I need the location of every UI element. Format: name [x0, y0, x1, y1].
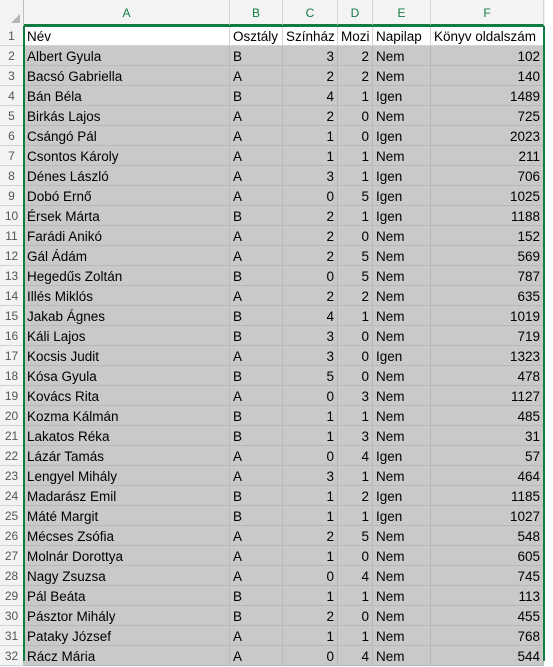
cell-szinhaz[interactable]: 0 — [283, 266, 338, 286]
row-header[interactable]: 23 — [0, 466, 24, 486]
row-header[interactable]: 3 — [0, 66, 24, 86]
select-all-icon — [11, 14, 20, 23]
cell-nev[interactable]: Kovács Rita — [24, 386, 230, 406]
row-header[interactable]: 7 — [0, 146, 24, 166]
cell-osztaly[interactable]: A — [230, 186, 283, 206]
cell-szinhaz[interactable]: 0 — [283, 446, 338, 466]
cell-nev[interactable]: Nagy Zsuzsa — [24, 566, 230, 586]
cell-konyv[interactable]: 464 — [431, 466, 544, 486]
table-row — [0, 406, 553, 426]
cell-szinhaz[interactable]: 2 — [283, 66, 338, 86]
cell-szinhaz[interactable]: 5 — [283, 366, 338, 386]
sheet-grid — [0, 26, 553, 666]
row-header[interactable]: 27 — [0, 546, 24, 566]
cell-konyv[interactable]: 140 — [431, 66, 544, 86]
cell-szinhaz[interactable]: 1 — [283, 506, 338, 526]
cell-nev[interactable]: Pásztor Mihály — [24, 606, 230, 626]
table-row — [0, 46, 553, 66]
cell-osztaly[interactable]: B — [230, 606, 283, 626]
cell-szinhaz[interactable]: 0 — [283, 646, 338, 666]
cell-mozi[interactable]: 1 — [338, 86, 373, 106]
cell-mozi[interactable]: 2 — [338, 66, 373, 86]
cell-nev[interactable]: Albert Gyula — [24, 46, 230, 66]
table-row — [0, 326, 553, 346]
column-header-b[interactable]: B — [230, 0, 283, 26]
sheet-edge — [545, 0, 553, 661]
cell-szinhaz[interactable]: 1 — [283, 146, 338, 166]
row-header[interactable]: 19 — [0, 386, 24, 406]
cell-napilap[interactable]: Igen — [373, 346, 431, 366]
cell-konyv[interactable]: 569 — [431, 246, 544, 266]
cell-napilap[interactable]: Igen — [373, 86, 431, 106]
cell-mozi[interactable]: 1 — [338, 306, 373, 326]
cell-nev[interactable]: Kocsis Judit — [24, 346, 230, 366]
cell-konyv[interactable]: 787 — [431, 266, 544, 286]
cell-mozi[interactable]: 2 — [338, 486, 373, 506]
column-header-a[interactable]: A — [24, 0, 230, 26]
cell-osztaly[interactable]: A — [230, 226, 283, 246]
header-cell-szinhaz[interactable]: Színház — [283, 26, 338, 46]
table-row — [0, 506, 553, 526]
cell-osztaly[interactable]: A — [230, 246, 283, 266]
table-row — [0, 446, 553, 466]
row-header[interactable]: 30 — [0, 606, 24, 626]
header-cell-osztaly[interactable]: Osztály — [230, 26, 283, 46]
table-row — [0, 606, 553, 626]
cell-osztaly[interactable]: B — [230, 366, 283, 386]
row-header[interactable]: 13 — [0, 266, 24, 286]
table-row — [0, 266, 553, 286]
cell-napilap[interactable]: Nem — [373, 326, 431, 346]
table-row — [0, 626, 553, 646]
cell-mozi[interactable]: 0 — [338, 346, 373, 366]
cell-konyv[interactable]: 1127 — [431, 386, 544, 406]
cell-mozi[interactable]: 1 — [338, 586, 373, 606]
cell-konyv[interactable]: 1019 — [431, 306, 544, 326]
cell-napilap[interactable]: Nem — [373, 306, 431, 326]
cell-mozi[interactable]: 5 — [338, 526, 373, 546]
cell-napilap[interactable]: Igen — [373, 506, 431, 526]
table-row — [0, 166, 553, 186]
cell-osztaly[interactable]: B — [230, 586, 283, 606]
cell-nev[interactable]: Madarász Emil — [24, 486, 230, 506]
cell-mozi[interactable]: 0 — [338, 106, 373, 126]
header-cell-mozi[interactable]: Mozi — [338, 26, 373, 46]
cell-konyv[interactable]: 2023 — [431, 126, 544, 146]
cell-konyv[interactable]: 544 — [431, 646, 544, 666]
row-header[interactable]: 10 — [0, 206, 24, 226]
cell-napilap[interactable]: Nem — [373, 246, 431, 266]
cell-nev[interactable]: Káli Lajos — [24, 326, 230, 346]
table-row — [0, 106, 553, 126]
row-header[interactable]: 29 — [0, 586, 24, 606]
cell-szinhaz[interactable]: 2 — [283, 606, 338, 626]
cell-konyv[interactable]: 1185 — [431, 486, 544, 506]
cell-nev[interactable]: Rácz Mária — [24, 646, 230, 666]
cell-mozi[interactable]: 2 — [338, 46, 373, 66]
cell-nev[interactable]: Lázár Tamás — [24, 446, 230, 466]
cell-mozi[interactable]: 5 — [338, 246, 373, 266]
cell-konyv[interactable]: 605 — [431, 546, 544, 566]
column-header-bar — [0, 0, 553, 27]
row-header[interactable]: 9 — [0, 186, 24, 206]
cell-konyv[interactable]: 1323 — [431, 346, 544, 366]
cell-szinhaz[interactable]: 2 — [283, 286, 338, 306]
cell-nev[interactable]: Dénes László — [24, 166, 230, 186]
cell-szinhaz[interactable]: 2 — [283, 246, 338, 266]
table-row — [0, 386, 553, 406]
cell-osztaly[interactable]: B — [230, 206, 283, 226]
cell-napilap[interactable]: Nem — [373, 366, 431, 386]
cell-napilap[interactable]: Igen — [373, 126, 431, 146]
column-header-e[interactable]: E — [373, 0, 431, 26]
cell-napilap[interactable]: Nem — [373, 426, 431, 446]
cell-nev[interactable]: Gál Ádám — [24, 246, 230, 266]
cell-szinhaz[interactable]: 3 — [283, 346, 338, 366]
cell-konyv[interactable]: 57 — [431, 446, 544, 466]
cell-osztaly[interactable]: B — [230, 306, 283, 326]
cell-konyv[interactable]: 1025 — [431, 186, 544, 206]
cell-osztaly[interactable]: B — [230, 46, 283, 66]
cell-mozi[interactable]: 1 — [338, 626, 373, 646]
cell-mozi[interactable]: 0 — [338, 326, 373, 346]
table-row — [0, 206, 553, 226]
cell-osztaly[interactable]: B — [230, 426, 283, 446]
cell-napilap[interactable]: Nem — [373, 266, 431, 286]
cell-konyv[interactable]: 635 — [431, 286, 544, 306]
table-row — [0, 486, 553, 506]
cell-mozi[interactable]: 0 — [338, 126, 373, 146]
table-row — [0, 246, 553, 266]
cell-mozi[interactable]: 0 — [338, 226, 373, 246]
cell-szinhaz[interactable]: 0 — [283, 566, 338, 586]
table-row — [0, 306, 553, 326]
table-row — [0, 126, 553, 146]
cell-nev[interactable]: Jakab Ágnes — [24, 306, 230, 326]
cell-mozi[interactable]: 1 — [338, 466, 373, 486]
cell-mozi[interactable]: 3 — [338, 426, 373, 446]
cell-napilap[interactable]: Nem — [373, 386, 431, 406]
cell-osztaly[interactable]: A — [230, 126, 283, 146]
cell-szinhaz[interactable]: 1 — [283, 486, 338, 506]
cell-napilap[interactable]: Nem — [373, 146, 431, 166]
cell-szinhaz[interactable]: 4 — [283, 306, 338, 326]
cell-nev[interactable]: Lengyel Mihály — [24, 466, 230, 486]
cell-szinhaz[interactable]: 1 — [283, 626, 338, 646]
cell-mozi[interactable]: 0 — [338, 366, 373, 386]
cell-konyv[interactable]: 745 — [431, 566, 544, 586]
cell-nev[interactable]: Farádi Anikó — [24, 226, 230, 246]
cell-konyv[interactable]: 1489 — [431, 86, 544, 106]
column-header-c[interactable]: C — [283, 0, 338, 26]
table-row — [0, 566, 553, 586]
cell-napilap[interactable]: Nem — [373, 626, 431, 646]
row-header[interactable]: 12 — [0, 246, 24, 266]
row-header[interactable]: 15 — [0, 306, 24, 326]
table-row — [0, 366, 553, 386]
row-header[interactable]: 6 — [0, 126, 24, 146]
cell-konyv[interactable]: 706 — [431, 166, 544, 186]
cell-napilap[interactable]: Nem — [373, 566, 431, 586]
table-row — [0, 526, 553, 546]
cell-osztaly[interactable]: A — [230, 626, 283, 646]
column-header-f[interactable]: F — [431, 0, 544, 26]
cell-mozi[interactable]: 1 — [338, 506, 373, 526]
cell-mozi[interactable]: 4 — [338, 566, 373, 586]
cell-osztaly[interactable]: A — [230, 286, 283, 306]
cell-osztaly[interactable]: A — [230, 646, 283, 666]
cell-konyv[interactable]: 725 — [431, 106, 544, 126]
cell-napilap[interactable]: Nem — [373, 226, 431, 246]
cell-konyv[interactable]: 455 — [431, 606, 544, 626]
cell-mozi[interactable]: 1 — [338, 206, 373, 226]
cell-napilap[interactable]: Nem — [373, 66, 431, 86]
cell-nev[interactable]: Lakatos Réka — [24, 426, 230, 446]
cell-konyv[interactable]: 768 — [431, 626, 544, 646]
cell-konyv[interactable]: 485 — [431, 406, 544, 426]
row-header[interactable]: 21 — [0, 426, 24, 446]
cell-szinhaz[interactable]: 0 — [283, 186, 338, 206]
table-row — [0, 226, 553, 246]
table-row — [0, 146, 553, 166]
table-row — [0, 426, 553, 446]
row-header[interactable]: 24 — [0, 486, 24, 506]
row-header[interactable]: 1 — [0, 26, 24, 46]
cell-osztaly[interactable]: B — [230, 506, 283, 526]
cell-napilap[interactable]: Nem — [373, 286, 431, 306]
table-row — [0, 66, 553, 86]
cell-konyv[interactable]: 152 — [431, 226, 544, 246]
row-header[interactable]: 22 — [0, 446, 24, 466]
cell-szinhaz[interactable]: 3 — [283, 46, 338, 66]
cell-nev[interactable]: Molnár Dorottya — [24, 546, 230, 566]
cell-osztaly[interactable]: B — [230, 406, 283, 426]
selection-border-top — [24, 25, 544, 27]
select-all-button[interactable] — [0, 0, 24, 26]
cell-nev[interactable]: Pál Beáta — [24, 586, 230, 606]
cell-nev[interactable]: Bacsó Gabriella — [24, 66, 230, 86]
cell-mozi[interactable]: 5 — [338, 266, 373, 286]
cell-nev[interactable]: Mécses Zsófia — [24, 526, 230, 546]
cell-napilap[interactable]: Nem — [373, 646, 431, 666]
cell-napilap[interactable]: Nem — [373, 546, 431, 566]
row-header[interactable]: 8 — [0, 166, 24, 186]
row-header[interactable]: 26 — [0, 526, 24, 546]
cell-nev[interactable]: Dobó Ernő — [24, 186, 230, 206]
table-row — [0, 466, 553, 486]
cell-szinhaz[interactable]: 0 — [283, 386, 338, 406]
cell-szinhaz[interactable]: 2 — [283, 226, 338, 246]
cell-nev[interactable]: Kozma Kálmán — [24, 406, 230, 426]
cell-napilap[interactable]: Igen — [373, 486, 431, 506]
cell-nev[interactable]: Kósa Gyula — [24, 366, 230, 386]
cell-osztaly[interactable]: B — [230, 326, 283, 346]
table-row — [0, 346, 553, 366]
table-row — [0, 186, 553, 206]
cell-konyv[interactable]: 548 — [431, 526, 544, 546]
row-header[interactable]: 16 — [0, 326, 24, 346]
cell-napilap[interactable]: Nem — [373, 586, 431, 606]
cell-konyv[interactable]: 719 — [431, 326, 544, 346]
cell-szinhaz[interactable]: 3 — [283, 326, 338, 346]
cell-osztaly[interactable]: A — [230, 466, 283, 486]
cell-napilap[interactable]: Igen — [373, 166, 431, 186]
cell-konyv[interactable]: 478 — [431, 366, 544, 386]
cell-nev[interactable]: Illés Miklós — [24, 286, 230, 306]
cell-napilap[interactable]: Nem — [373, 106, 431, 126]
cell-konyv[interactable]: 113 — [431, 586, 544, 606]
table-header-row — [0, 26, 553, 46]
cell-szinhaz[interactable]: 1 — [283, 426, 338, 446]
cell-osztaly[interactable]: A — [230, 526, 283, 546]
cell-szinhaz[interactable]: 3 — [283, 466, 338, 486]
cell-szinhaz[interactable]: 1 — [283, 586, 338, 606]
row-header[interactable]: 17 — [0, 346, 24, 366]
cell-osztaly[interactable]: A — [230, 546, 283, 566]
cell-nev[interactable]: Máté Margit — [24, 506, 230, 526]
row-header[interactable]: 4 — [0, 86, 24, 106]
row-header[interactable]: 18 — [0, 366, 24, 386]
row-header[interactable]: 28 — [0, 566, 24, 586]
cell-konyv[interactable]: 102 — [431, 46, 544, 66]
cell-szinhaz[interactable]: 1 — [283, 126, 338, 146]
cell-napilap[interactable]: Nem — [373, 606, 431, 626]
header-cell-konyv[interactable]: Könyv oldalszám — [431, 26, 544, 46]
row-header[interactable]: 31 — [0, 626, 24, 646]
cell-osztaly[interactable]: A — [230, 566, 283, 586]
cell-mozi[interactable]: 5 — [338, 186, 373, 206]
cell-osztaly[interactable]: A — [230, 66, 283, 86]
cell-nev[interactable]: Pataky József — [24, 626, 230, 646]
column-header-d[interactable]: D — [338, 0, 373, 26]
cell-napilap[interactable]: Nem — [373, 406, 431, 426]
cell-osztaly[interactable]: B — [230, 486, 283, 506]
cell-konyv[interactable]: 1188 — [431, 206, 544, 226]
cell-napilap[interactable]: Nem — [373, 526, 431, 546]
cell-szinhaz[interactable]: 4 — [283, 86, 338, 106]
cell-napilap[interactable]: Igen — [373, 186, 431, 206]
cell-nev[interactable]: Birkás Lajos — [24, 106, 230, 126]
cell-osztaly[interactable]: A — [230, 166, 283, 186]
cell-konyv[interactable]: 211 — [431, 146, 544, 166]
cell-osztaly[interactable]: A — [230, 446, 283, 466]
table-row — [0, 86, 553, 106]
row-header[interactable]: 5 — [0, 106, 24, 126]
cell-mozi[interactable]: 1 — [338, 406, 373, 426]
cell-mozi[interactable]: 0 — [338, 606, 373, 626]
cell-szinhaz[interactable]: 3 — [283, 166, 338, 186]
cell-napilap[interactable]: Igen — [373, 206, 431, 226]
cell-konyv[interactable]: 31 — [431, 426, 544, 446]
cell-mozi[interactable]: 1 — [338, 146, 373, 166]
cell-mozi[interactable]: 0 — [338, 546, 373, 566]
cell-szinhaz[interactable]: 2 — [283, 526, 338, 546]
cell-nev[interactable]: Csángó Pál — [24, 126, 230, 146]
cell-nev[interactable]: Csontos Károly — [24, 146, 230, 166]
table-row — [0, 646, 553, 666]
cell-mozi[interactable]: 3 — [338, 386, 373, 406]
cell-mozi[interactable]: 4 — [338, 646, 373, 666]
cell-napilap[interactable]: Igen — [373, 446, 431, 466]
cell-szinhaz[interactable]: 1 — [283, 406, 338, 426]
header-cell-nev[interactable]: Név — [24, 26, 230, 46]
selection-border-left — [23, 26, 25, 661]
cell-mozi[interactable]: 1 — [338, 166, 373, 186]
table-row — [0, 586, 553, 606]
cell-mozi[interactable]: 4 — [338, 446, 373, 466]
row-header[interactable]: 20 — [0, 406, 24, 426]
row-header[interactable]: 2 — [0, 46, 24, 66]
row-header[interactable]: 14 — [0, 286, 24, 306]
cell-mozi[interactable]: 2 — [338, 286, 373, 306]
cell-osztaly[interactable]: A — [230, 386, 283, 406]
cell-osztaly[interactable]: A — [230, 146, 283, 166]
cell-napilap[interactable]: Nem — [373, 46, 431, 66]
cell-szinhaz[interactable]: 2 — [283, 106, 338, 126]
cell-szinhaz[interactable]: 2 — [283, 206, 338, 226]
row-header[interactable]: 25 — [0, 506, 24, 526]
cell-napilap[interactable]: Nem — [373, 466, 431, 486]
table-row — [0, 546, 553, 566]
row-header[interactable]: 11 — [0, 226, 24, 246]
cell-szinhaz[interactable]: 1 — [283, 546, 338, 566]
header-cell-napilap[interactable]: Napilap — [373, 26, 431, 46]
cell-nev[interactable]: Érsek Márta — [24, 206, 230, 226]
row-header[interactable]: 32 — [0, 646, 24, 666]
table-row — [0, 286, 553, 306]
cell-konyv[interactable]: 1027 — [431, 506, 544, 526]
cell-osztaly[interactable]: B — [230, 86, 283, 106]
cell-nev[interactable]: Hegedűs Zoltán — [24, 266, 230, 286]
cell-osztaly[interactable]: B — [230, 266, 283, 286]
cell-osztaly[interactable]: A — [230, 106, 283, 126]
cell-osztaly[interactable]: A — [230, 346, 283, 366]
cell-nev[interactable]: Bán Béla — [24, 86, 230, 106]
